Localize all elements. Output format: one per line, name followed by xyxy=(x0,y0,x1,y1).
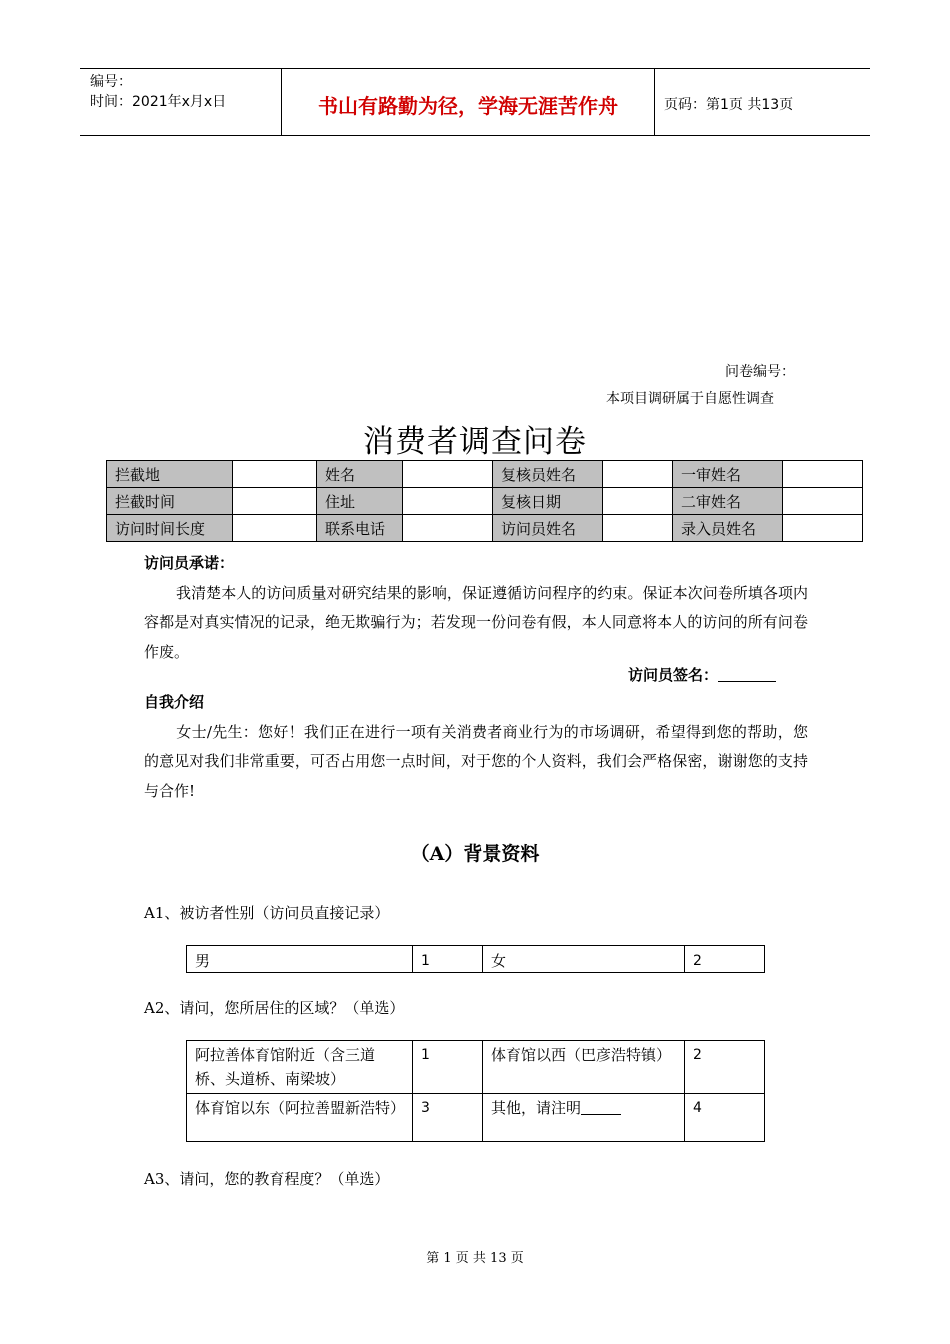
option-row xyxy=(187,1041,765,1094)
a2-option-2[interactable]: 体育馆以西（巴彦浩特镇） xyxy=(483,1041,685,1094)
question-a1: A1、被访者性别（访问员直接记录） xyxy=(144,904,390,922)
a2-option-1[interactable]: 阿拉善体育馆附近（含三道桥、头道桥、南梁坡） xyxy=(187,1041,413,1094)
info-value-field[interactable] xyxy=(783,515,863,542)
option-row xyxy=(187,1094,765,1142)
question-a2: A2、请问，您所居住的区域？（单选） xyxy=(144,999,405,1017)
a2-option-3[interactable]: 体育馆以东（阿拉善盟新浩特） xyxy=(187,1094,413,1142)
header-meta xyxy=(90,72,226,112)
page-footer: 第 1 页 共 13 页 xyxy=(426,1251,524,1266)
info-value-field[interactable] xyxy=(233,515,317,542)
a1-options-table xyxy=(186,945,765,973)
info-value-field[interactable] xyxy=(603,488,673,515)
pledge-heading: 访问员承诺： xyxy=(144,554,235,572)
a2-code-2: 2 xyxy=(685,1041,765,1094)
signature-field[interactable] xyxy=(718,667,776,682)
info-label: 一审姓名 xyxy=(673,461,783,488)
info-value-field[interactable] xyxy=(403,461,493,488)
intro-text: 女士/先生：您好！我们正在进行一项有关消费者商业行为的市场调研，希望得到您的帮助，您的意见对我们非常重要，可否占用您一点时间，对于您的个人资料，我们会严格保密，谢谢您的支持与合作! xyxy=(144,722,808,800)
signature-line xyxy=(628,664,776,685)
a1-code-2: 2 xyxy=(685,946,765,973)
a2-option-4-label: 其他，请注明 xyxy=(491,1099,582,1117)
info-label: 访问员姓名 xyxy=(493,515,603,542)
header-divider-right xyxy=(654,68,655,135)
info-value-field[interactable] xyxy=(403,515,493,542)
a2-code-1: 1 xyxy=(413,1041,483,1094)
signature-label: 访问员签名： xyxy=(628,666,719,684)
info-value-field[interactable] xyxy=(403,488,493,515)
a1-code-1: 1 xyxy=(413,946,483,973)
a2-code-4: 4 xyxy=(685,1094,765,1142)
info-value-field[interactable] xyxy=(603,461,673,488)
info-table xyxy=(106,460,863,542)
header-bottom-rule xyxy=(80,135,870,136)
info-label: 拦截地 xyxy=(107,461,233,488)
a2-specify-field[interactable] xyxy=(581,1100,621,1115)
header-number-label: 编号： xyxy=(90,74,132,90)
header-top-rule xyxy=(80,68,870,69)
header-motto: 书山有路勤为径，学海无涯苦作舟 xyxy=(318,94,618,118)
info-row xyxy=(107,515,863,542)
info-label: 拦截时间 xyxy=(107,488,233,515)
option-row xyxy=(187,946,765,973)
info-row xyxy=(107,488,863,515)
intro-heading: 自我介绍 xyxy=(144,693,205,711)
section-a-title: （A）背景资料 xyxy=(410,843,540,865)
questionnaire-number-label: 问卷编号： xyxy=(725,364,795,380)
voluntary-note: 本项目调研属于自愿性调查 xyxy=(606,391,774,407)
pledge-text: 我清楚本人的访问质量对研究结果的影响，保证遵循访问程序的约束。保证本次问卷所填各项内容都是对真实情况的记录，绝无欺骗行为；若发现一份问卷有假，本人同意将本人的访问的所有问卷作废。 xyxy=(144,583,808,661)
info-label: 姓名 xyxy=(317,461,403,488)
info-value-field[interactable] xyxy=(233,488,317,515)
info-value-field[interactable] xyxy=(783,461,863,488)
question-a3: A3、请问，您的教育程度？（单选） xyxy=(144,1170,390,1188)
page-title: 消费者调查问卷 xyxy=(363,424,587,460)
a1-option-male[interactable]: 男 xyxy=(187,946,413,973)
info-value-field[interactable] xyxy=(603,515,673,542)
info-value-field[interactable] xyxy=(233,461,317,488)
info-row xyxy=(107,461,863,488)
info-label: 复核日期 xyxy=(493,488,603,515)
info-value-field[interactable] xyxy=(783,488,863,515)
a2-code-3: 3 xyxy=(413,1094,483,1142)
a1-option-female[interactable]: 女 xyxy=(483,946,685,973)
info-label: 住址 xyxy=(317,488,403,515)
a2-option-4[interactable] xyxy=(483,1094,685,1142)
info-label: 联系电话 xyxy=(317,515,403,542)
pledge-block xyxy=(144,549,808,667)
a2-options-table xyxy=(186,1040,765,1142)
pledge-paragraph xyxy=(144,579,808,668)
header-page-info: 页码：第1页 共13页 xyxy=(664,97,794,113)
header-time-label: 时间：2021年x月x日 xyxy=(90,94,227,110)
intro-block xyxy=(144,688,808,806)
intro-paragraph xyxy=(144,718,808,807)
info-label: 复核员姓名 xyxy=(493,461,603,488)
info-label: 录入员姓名 xyxy=(673,515,783,542)
info-label: 二审姓名 xyxy=(673,488,783,515)
info-label: 访问时间长度 xyxy=(107,515,233,542)
